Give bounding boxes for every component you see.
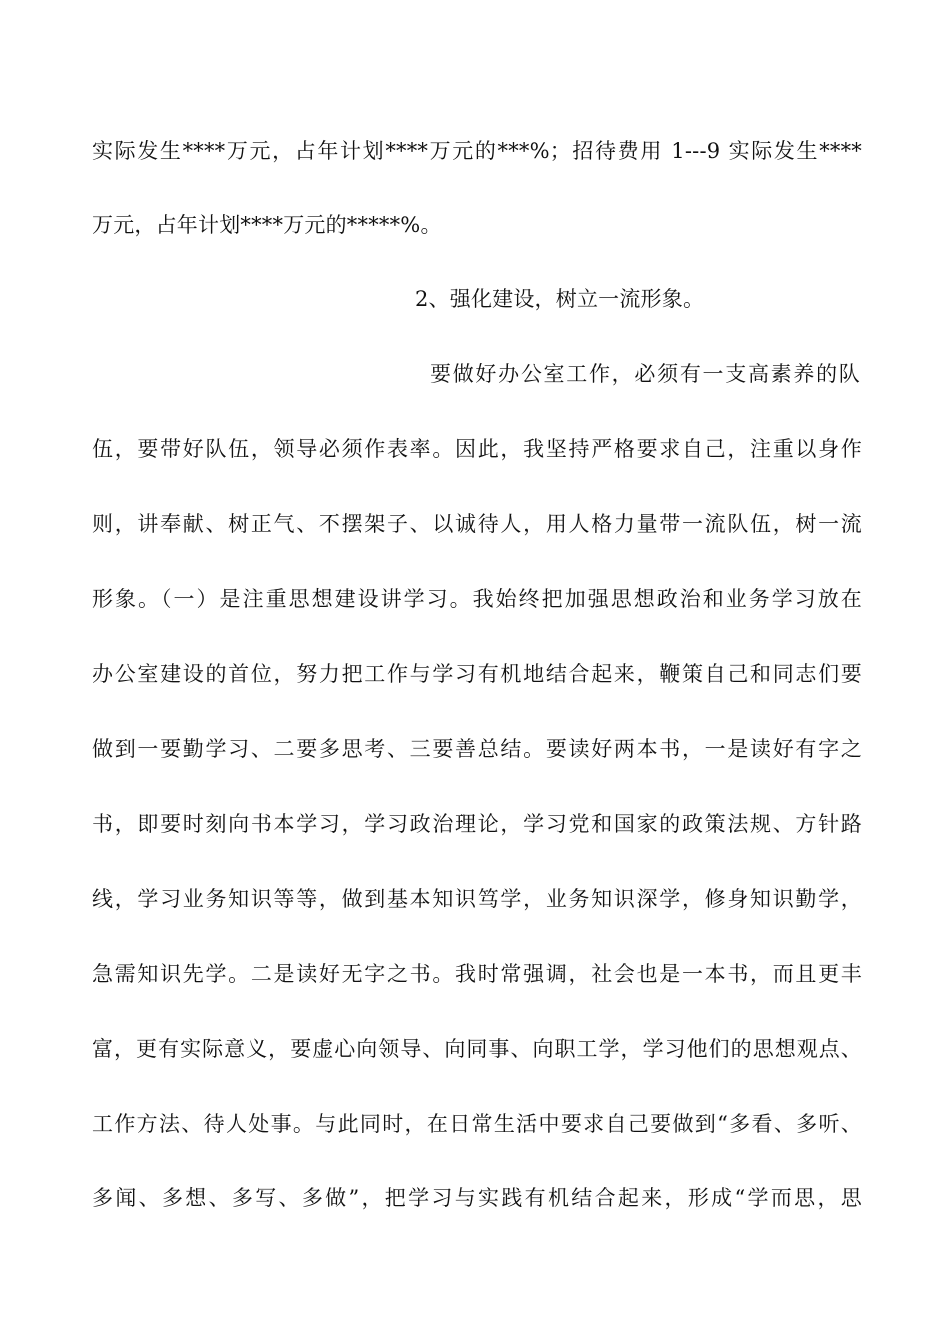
- section-heading: 2、强化建设，树立一流形象。: [415, 287, 705, 311]
- paragraph-line-11: 急需知识先学。二是读好无字之书。我时常强调，社会也是一本书，而且更丰: [92, 962, 862, 986]
- paragraph-line-6: 形象。（一）是注重思想建设讲学习。我始终把加强思想政治和业务学习放在: [92, 587, 862, 611]
- paragraph-line-12: 富，更有实际意义，要虚心向领导、向同事、向职工学，学习他们的思想观点、: [92, 1037, 862, 1061]
- paragraph-line-2: 万元，占年计划****万元的*****%。: [92, 213, 442, 237]
- paragraph-line-8: 做到一要勤学习、二要多思考、三要善总结。要读好两本书，一是读好有字之: [92, 737, 862, 761]
- paragraph-line-13: 工作方法、待人处事。与此同时，在日常生活中要求自己要做到“多看、多听、: [92, 1112, 862, 1136]
- paragraph-line-14: 多闻、多想、多写、多做”，把学习与实践有机结合起来，形成“学而思，思: [92, 1186, 862, 1210]
- paragraph-line-4: 伍，要带好队伍，领导必须作表率。因此，我坚持严格要求自己，注重以身作: [92, 437, 862, 461]
- paragraph-line-10: 线，学习业务知识等等，做到基本知识笃学，业务知识深学，修身知识勤学，: [92, 887, 862, 911]
- paragraph-line-5: 则，讲奉献、树正气、不摆架子、以诚待人，用人格力量带一流队伍，树一流: [92, 512, 862, 536]
- paragraph-line-3: 要做好办公室工作，必须有一支高素养的队: [430, 362, 860, 386]
- paragraph-line-9: 书，即要时刻向书本学习，学习政治理论，学习党和国家的政策法规、方针路: [92, 812, 862, 836]
- paragraph-line-7: 办公室建设的首位，努力把工作与学习有机地结合起来，鞭策自己和同志们要: [92, 662, 862, 686]
- paragraph-line-1: 实际发生****万元，占年计划****万元的***%；招待费用 1---9 实际发生****: [92, 139, 862, 163]
